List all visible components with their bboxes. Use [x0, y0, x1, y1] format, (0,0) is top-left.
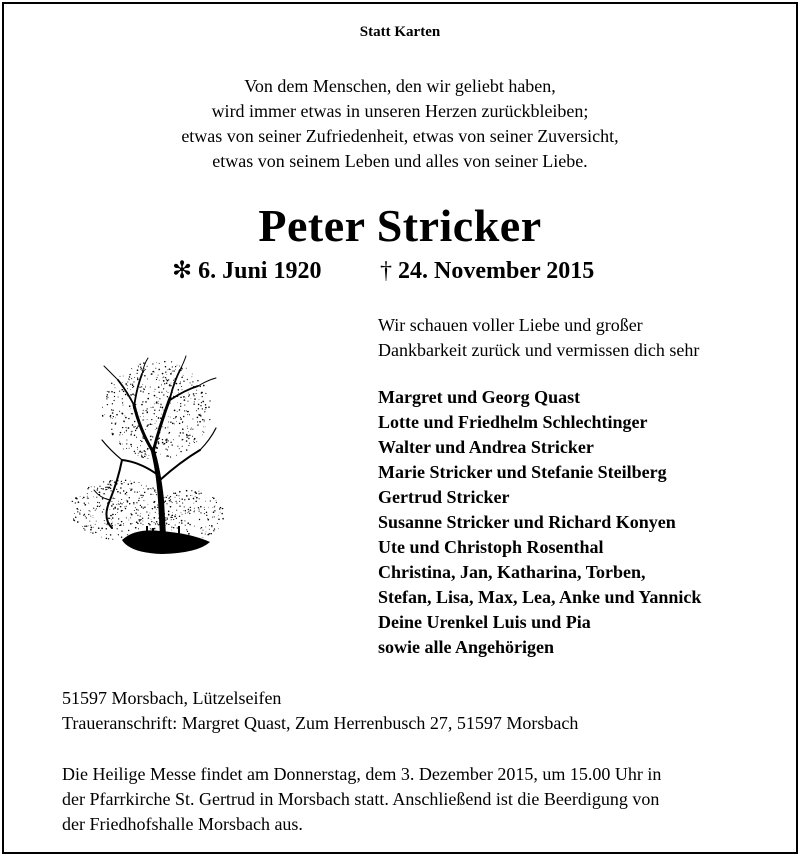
- deceased-name: Peter Stricker: [258, 200, 542, 251]
- birth-date: 6. Juni 1920: [198, 258, 322, 284]
- poem: [0, 74, 800, 174]
- tree-illustration-icon: [60, 350, 235, 585]
- list-item: Stefan, Lisa, Max, Lea, Anke und Yannick: [378, 587, 702, 607]
- list-item: Margret und Georg Quast: [378, 387, 581, 407]
- poem-line: wird immer etwas in unseren Herzen zurückbleiben;: [211, 101, 589, 121]
- list-item: Walter und Andrea Stricker: [378, 437, 594, 457]
- list-item: Gertrud Stricker: [378, 487, 510, 507]
- notice-header: Statt Karten: [359, 24, 441, 40]
- list-item: Marie Stricker und Stefanie Steilberg: [378, 462, 667, 482]
- thanks-line: Wir schauen voller Liebe und großer: [378, 315, 643, 335]
- list-item: Lotte und Friedhelm Schlechtinger: [378, 412, 648, 432]
- address-block: [62, 686, 782, 736]
- list-item: sowie alle Angehörigen: [378, 637, 554, 657]
- list-item: Christina, Jan, Katharina, Torben,: [378, 562, 646, 582]
- death-cross-icon: †: [380, 258, 392, 284]
- thanks-text: [378, 313, 778, 363]
- mourning-address: Traueranschrift: Margret Quast, Zum Herrenbusch 27, 51597 Morsbach: [62, 713, 579, 733]
- funeral-mass-info: [62, 762, 752, 837]
- mass-line: der Pfarrkirche St. Gertrud in Morsbach statt. Anschließend ist die Beerdigung von: [62, 789, 660, 809]
- poem-line: Von dem Menschen, den wir geliebt haben,: [244, 76, 556, 96]
- death-date: 24. November 2015: [398, 258, 595, 284]
- birth-star-icon: ✻: [172, 258, 193, 284]
- mourners-list: [378, 385, 788, 660]
- list-item: Susanne Stricker und Richard Konyen: [378, 512, 676, 532]
- birth-date-group: [172, 256, 321, 286]
- mass-line: der Friedhofshalle Morsbach aus.: [62, 814, 303, 834]
- list-item: Ute und Christoph Rosenthal: [378, 537, 604, 557]
- thanks-line: Dankbarkeit zurück und vermissen dich sehr: [378, 340, 700, 360]
- death-date-group: [380, 256, 594, 286]
- mass-line: Die Heilige Messe findet am Donnerstag, dem 3. Dezember 2015, um 15.00 Uhr in: [62, 764, 662, 784]
- poem-line: etwas von seinem Leben und alles von seiner Liebe.: [212, 151, 588, 171]
- location-line: 51597 Morsbach, Lützelseifen: [62, 688, 282, 708]
- poem-line: etwas von seiner Zufriedenheit, etwas von seiner Zuversicht,: [181, 126, 619, 146]
- list-item: Deine Urenkel Luis und Pia: [378, 612, 591, 632]
